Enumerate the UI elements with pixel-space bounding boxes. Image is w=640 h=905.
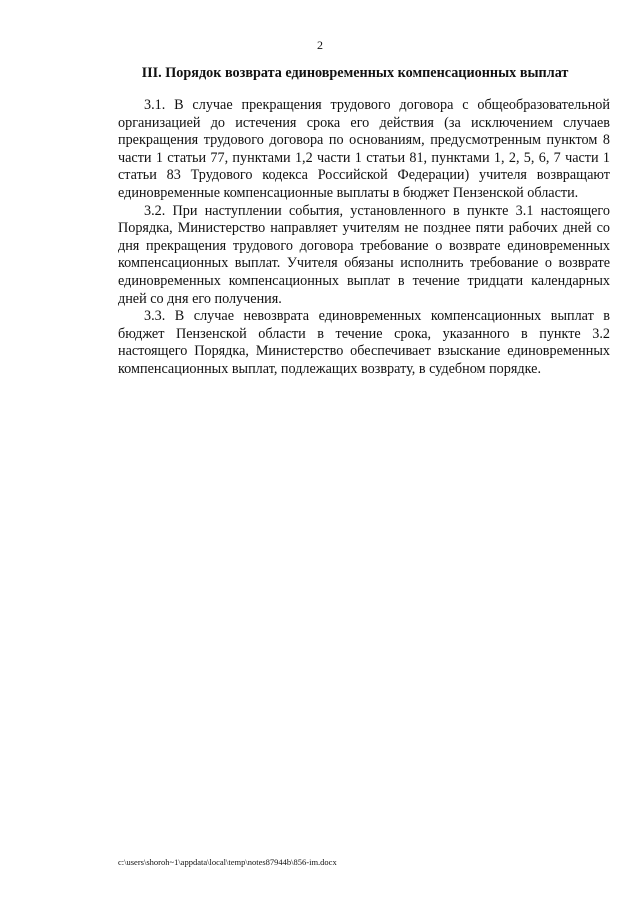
page-number: 2	[317, 38, 323, 52]
footer-file-path: c:\users\shoroh~1\appdata\local\temp\notes87944b\856-im.docx	[118, 857, 337, 867]
section-title: III. Порядок возврата единовременных компенсационных выплат	[141, 65, 569, 81]
paragraph-3-2: 3.2. При наступлении события, установленного в пункте 3.1 настоящего Порядка, Министерство направляет учителям не позднее пяти рабочих дней со дня прекращения трудового договора требование о возврате единовременных компенсационных выплат. Учителя обязаны исполнить требование о возврате единовременных компенсационных выплат в течение тридцати календарных дней со дня его получения.	[118, 202, 610, 307]
document-body	[118, 97, 610, 379]
paragraph-3-3: 3.3. В случае невозврата единовременных компенсационных выплат в бюджет Пензенской области в течение срока, указанного в пункте 3.2 настоящего Порядка, Министерство обеспечивает взыскание единовременных компенсационных выплат, подлежащих возврату, в судебном порядке.	[118, 308, 610, 377]
paragraph-3-1: 3.1. В случае прекращения трудового договора с общеобразовательной организацией до истечения срока его действия (за исключением случаев прекращения трудового договора по основаниям, предусмотренным пунктом 8 части 1 статьи 77, пунктами 1,2 части 1 статьи 81, пунктами 1, 2, 5, 6, 7 части 1 статьи 83 Трудового кодекса Российской Федерации) учителя возвращают единовременные компенсационные выплаты в бюджет Пензенской области.	[118, 97, 610, 201]
